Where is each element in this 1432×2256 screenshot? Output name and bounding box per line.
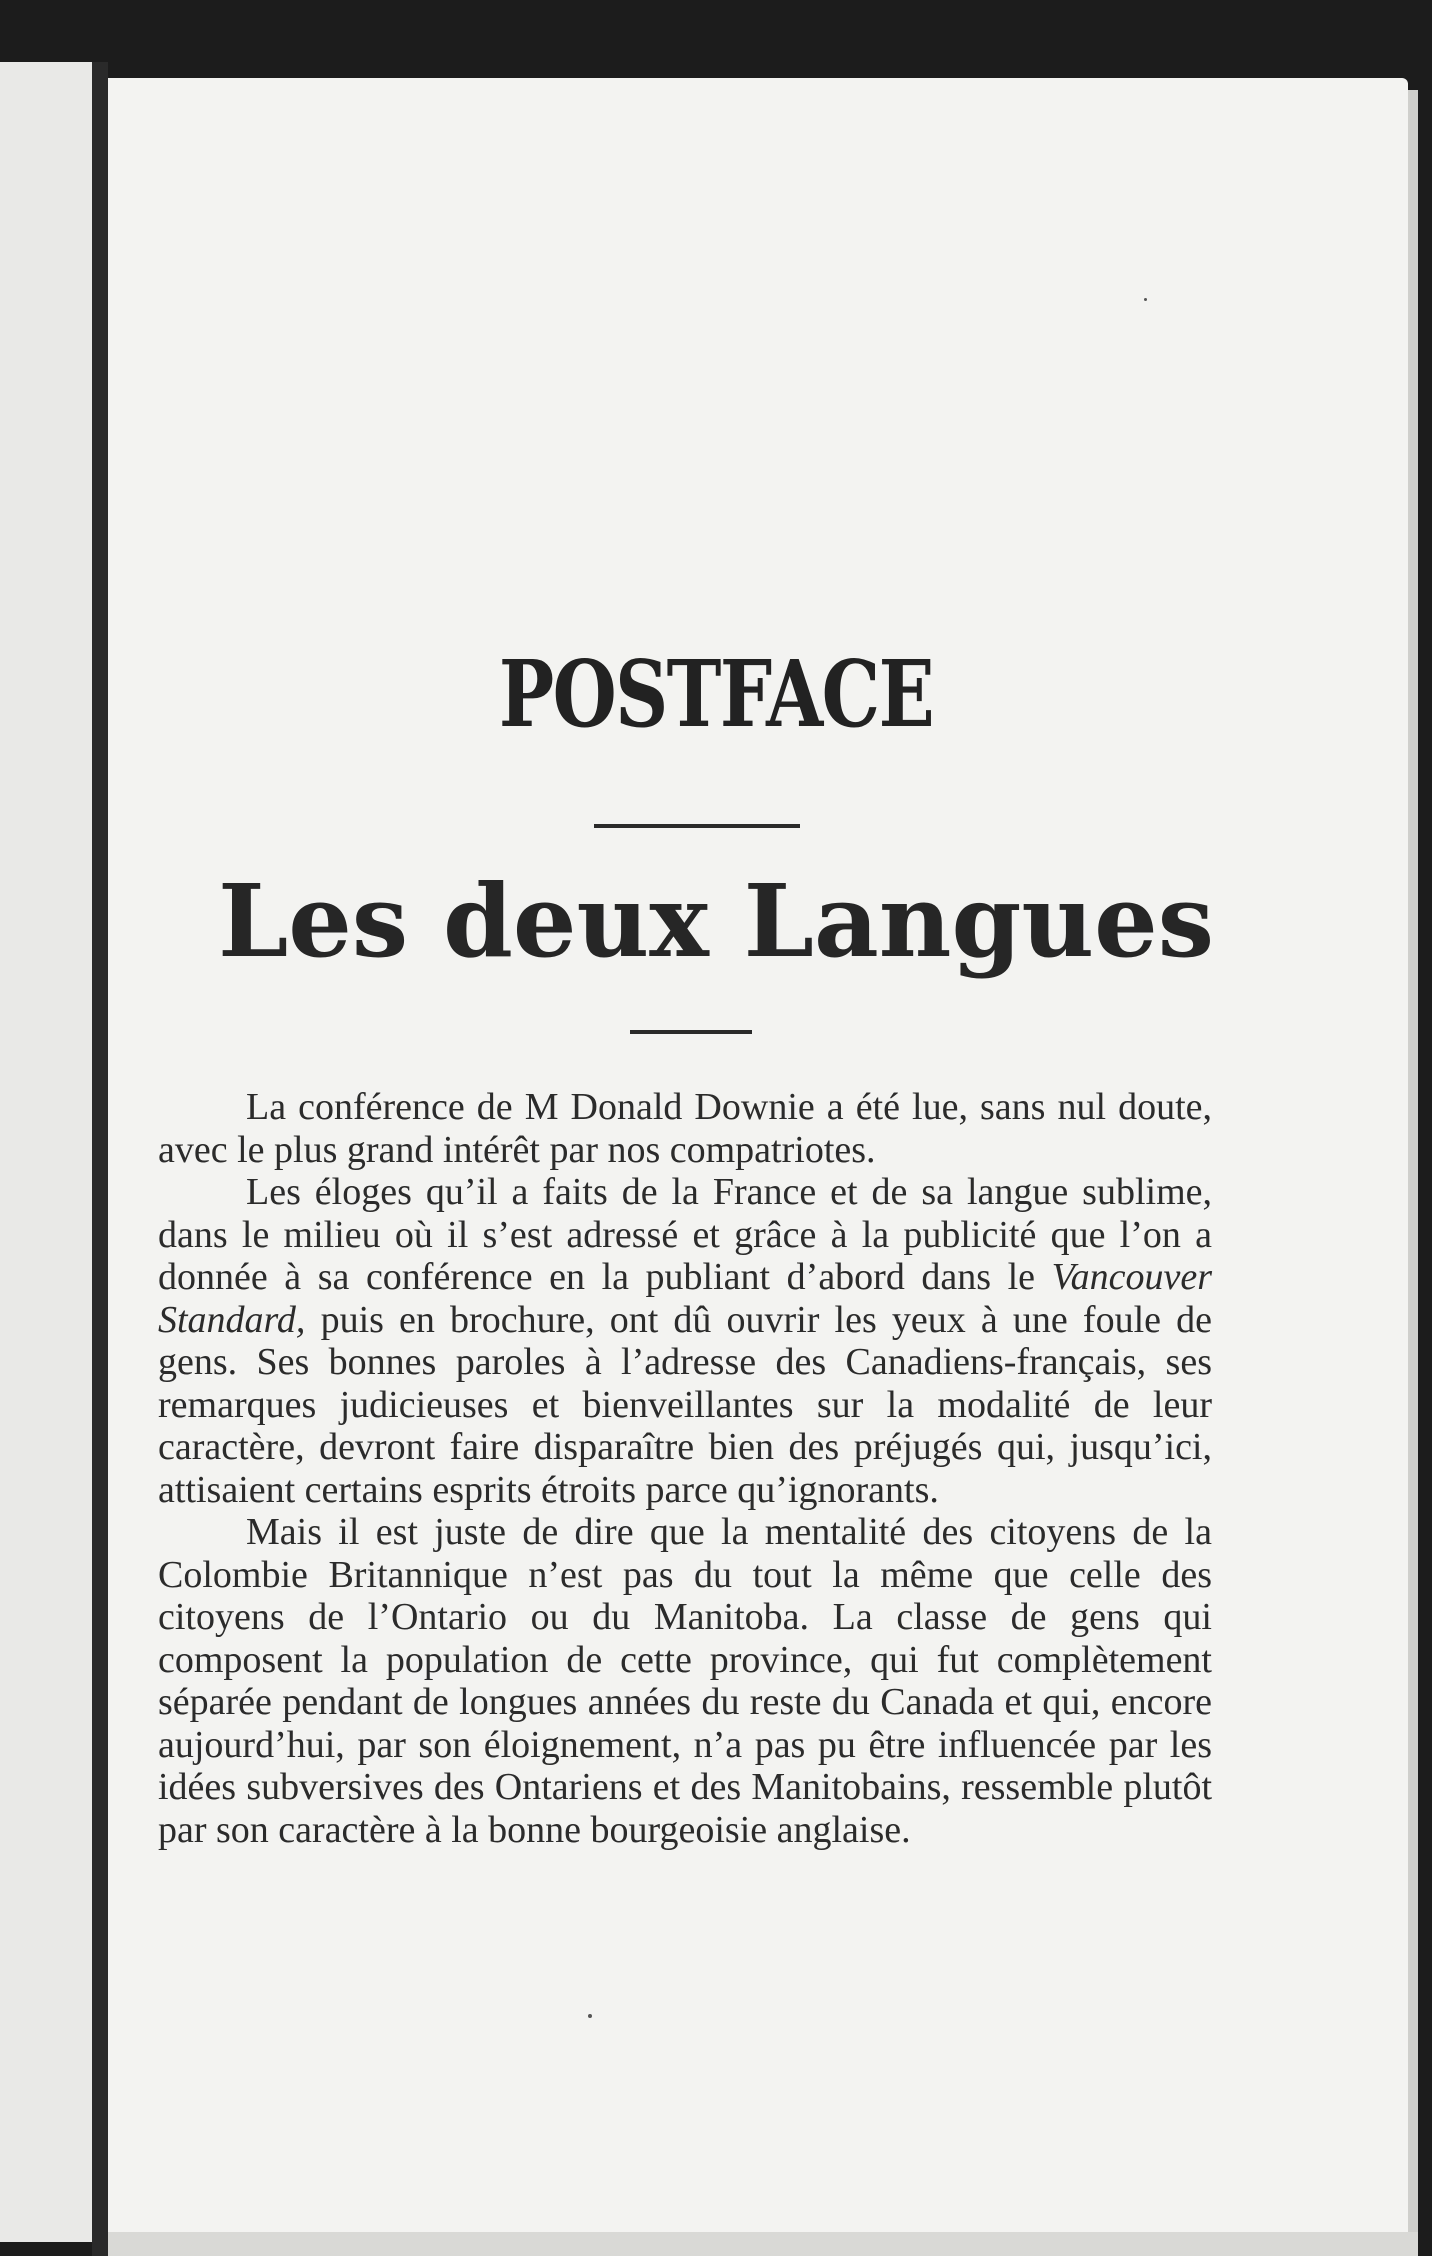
page-right-edge	[1408, 90, 1418, 2240]
page-bottom-edge	[108, 2232, 1418, 2256]
subheading-rule	[630, 1030, 752, 1034]
scan-speck	[1144, 298, 1147, 301]
paragraph-2-text-b: puis en brochure, ont dû ouvrir les yeux à une foule de gens. Ses bonnes paroles à l’adresse des Canadiens-français, ses remarques judicieuses et bienveillantes sur la modalité de leur caractère, devront faire disparaître bien des préjugés qui, jusqu’ici, attisaient certains esprits étroits parce qu’ignorants.	[158, 1298, 1212, 1511]
paragraph-2-text-a: Les éloges qu’il a faits de la France et de sa langue sublime, dans le milieu où il s’est adressé et grâce à la publicité que l’on a donnée à sa conférence en la publiant d’abord dans le	[158, 1171, 1212, 1298]
paragraph-1	[158, 1086, 1212, 1171]
scan-speck	[588, 2014, 592, 2018]
heading-rule	[594, 824, 800, 828]
paragraph-2	[158, 1171, 1212, 1511]
newspaper-title: Vancouver Standard,	[158, 1256, 1212, 1341]
paragraph-1-text: La conférence de M Donald Downie a été lue, sans nul doute, avec le plus grand intérêt par nos compatriotes.	[158, 1086, 1212, 1171]
facing-page-edge	[0, 62, 92, 2242]
book-gutter	[92, 62, 108, 2256]
body-text	[158, 1086, 1212, 1851]
page-heading: POSTFACE	[498, 640, 934, 748]
page-subheading: Les deux Langues	[217, 862, 1215, 980]
paragraph-3	[158, 1511, 1212, 1851]
paragraph-3-text: Mais il est juste de dire que la mentalité des citoyens de la Colombie Britannique n’est pas du tout la même que celle des citoyens de l’Ontario ou du Manitoba. La classe de gens qui composent la population de cette province, qui fut complètement séparée pendant de longues années du reste du Canada et qui, encore aujourd’hui, par son éloignement, n’a pas pu être influencée par les idées subversives des Ontariens et des Manitobains, ressemble plutôt par son caractère à la bonne bourgeoisie anglaise.	[158, 1511, 1212, 1851]
